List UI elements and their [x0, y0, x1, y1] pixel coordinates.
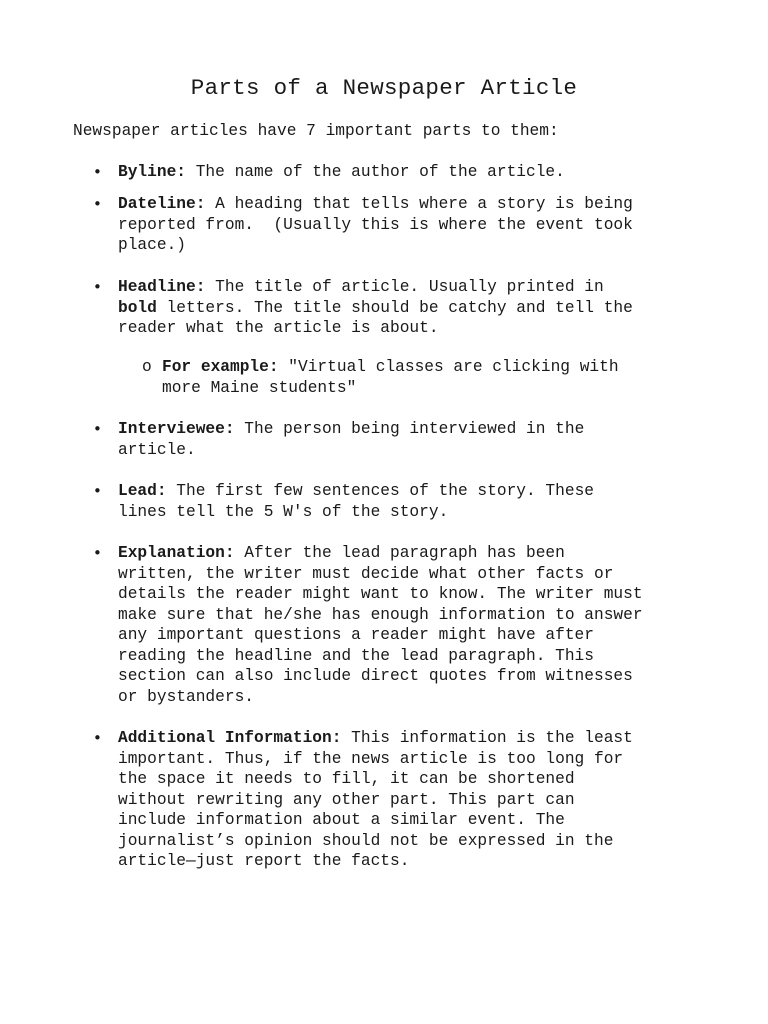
term-label: Dateline: — [118, 195, 206, 213]
item-text: important. Thus, if the news article is too long for — [118, 749, 624, 768]
sub-list-item-example — [142, 357, 722, 398]
item-text: "Virtual classes are clicking with — [278, 358, 619, 376]
item-text: details the reader might want to know. The writer must — [118, 585, 643, 603]
item-text: more Maine students" — [162, 378, 357, 397]
term-label: Additional Information: — [118, 729, 342, 747]
item-text: written, the writer must decide what other facts or — [118, 564, 614, 583]
item-text: article—just report the facts. — [118, 852, 410, 870]
intro-text: Newspaper articles have 7 important parts to them: — [73, 122, 559, 140]
bullet-icon: • — [93, 544, 102, 562]
item-text: After the lead paragraph has been — [234, 544, 565, 562]
bullet-icon: • — [93, 420, 102, 438]
term-label: Explanation: — [118, 544, 235, 562]
item-text: The person being interviewed in the — [234, 420, 585, 438]
list-item-headline — [93, 277, 738, 339]
item-text: lines tell the 5 W's of the story. — [118, 502, 449, 521]
item-text: any important questions a reader might have after — [118, 626, 594, 644]
item-text: include information about a similar event. The — [118, 811, 565, 829]
item-text: The name of the author of the article. — [186, 163, 565, 181]
item-text: without rewriting any other part. This part can — [118, 790, 575, 809]
item-text: reader what the article is about. — [118, 319, 439, 337]
bullet-icon: • — [93, 195, 102, 213]
item-text: This information is the least — [341, 729, 633, 747]
bullet-icon: • — [93, 163, 102, 181]
item-text: section can also include direct quotes from witnesses — [118, 667, 633, 685]
page-title: Parts of a Newspaper Article — [190, 75, 578, 101]
list-item-byline — [93, 162, 738, 183]
list-item-lead — [93, 481, 738, 522]
item-text: place.) — [118, 236, 186, 254]
bullet-icon: • — [93, 729, 102, 747]
item-text: A heading that tells where a story is being — [205, 195, 633, 213]
item-text: journalist’s opinion should not be expressed in the — [118, 831, 614, 850]
item-text: or bystanders. — [118, 687, 254, 706]
item-text: make sure that he/she has enough information to answer — [118, 605, 643, 624]
bold-word: bold — [118, 298, 157, 317]
list-item-interviewee — [93, 419, 738, 460]
item-text: article. — [118, 440, 196, 459]
sub-bullet-icon: o — [142, 358, 152, 376]
list-item-additional-information — [93, 728, 738, 872]
item-text: The title of article. Usually printed in — [205, 278, 604, 296]
bullet-icon: • — [93, 278, 102, 296]
bullet-icon: • — [93, 482, 102, 500]
term-label: Headline: — [118, 278, 206, 296]
term-label: For example: — [162, 358, 279, 376]
item-text: reading the headline and the lead paragraph. This — [118, 646, 594, 665]
item-text: reported from. (Usually this is where the event took — [118, 215, 633, 234]
list-item-dateline — [93, 194, 738, 256]
item-text: The first few sentences of the story. These — [166, 482, 594, 500]
term-label: Interviewee: — [118, 420, 235, 438]
list-item-explanation — [93, 543, 738, 707]
item-text: the space it needs to fill, it can be shortened — [118, 770, 575, 788]
item-text: letters. The title should be catchy and tell the — [156, 298, 633, 317]
term-label: Byline: — [118, 163, 186, 181]
term-label: Lead: — [118, 482, 167, 500]
